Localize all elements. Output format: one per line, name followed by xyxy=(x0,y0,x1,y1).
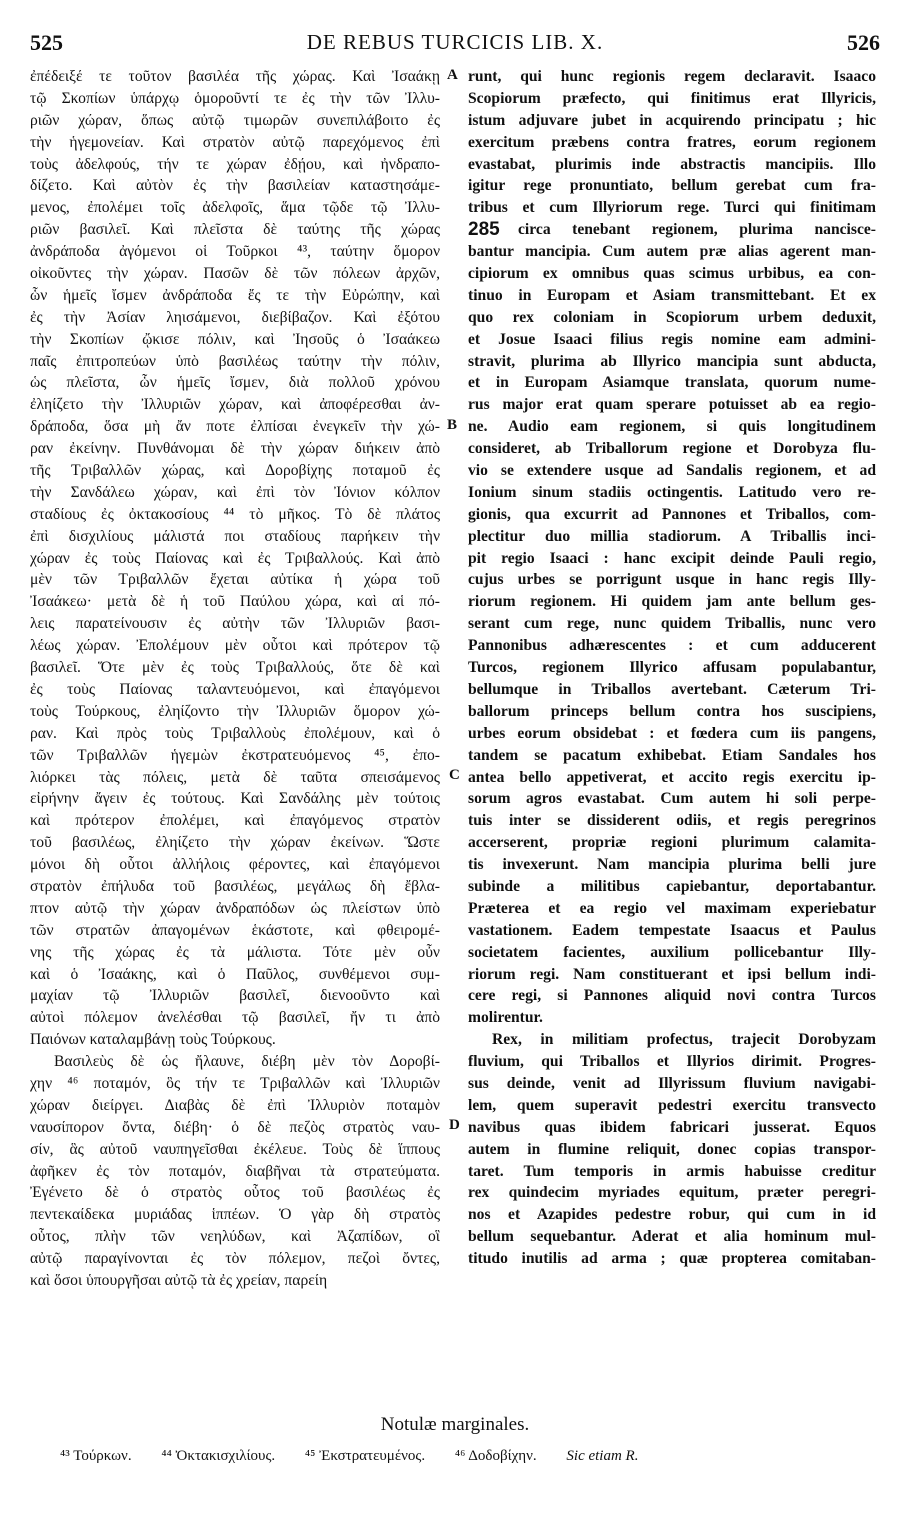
text-line: ραν. Καὶ πρὸς τοὺς Τριβαλλοὺς ἐπολέμουν, καὶ ὁ xyxy=(30,724,440,742)
text-line: μαχίαν τῷ Ἰλλυριῶν βασιλεῖ, διενοοῦντο καὶ xyxy=(30,987,440,1005)
text-line: et Josue Isaaci filius regis nomine eam admini- xyxy=(468,330,876,348)
text-line: tinuo in Europam et Asiam transmittebant. Et ex xyxy=(468,286,876,304)
text-line: cujus urbes se porrigunt usque in hanc regis Illy- xyxy=(468,571,876,589)
text-line: ἐπέδειξέ τε τοῦτον βασιλέα τῆς χώρας. Καὶ Ἰσαάκῃ xyxy=(30,68,440,85)
text-line: ἀνδράποδα ἀγόμενοι οἱ Τοῦρκοι ⁴³, ταύτην ὅμορον xyxy=(30,243,440,261)
text-line: autem in flumine reliquit, donec copias transpor- xyxy=(468,1140,876,1158)
text-line: δράποδα, ὅσα μὴ ἄν ποτε ἐλπίσαι ἐνεγκεῖν τὴν χώ- xyxy=(30,418,440,436)
margin-marker-c: C xyxy=(449,767,460,783)
text-line: λεις παρατείνουσιν ἐς αὐτὴν τῶν Ἰλλυριῶν βασι- xyxy=(30,615,440,633)
text-line: exercitum præbens contra fratres, eorum regionem xyxy=(468,133,876,151)
text-line: πεντεκαίδεκα μυριάδας ἱππέων. Ὁ γὰρ δὴ στρατὸς xyxy=(30,1206,440,1224)
text-line: αὐτοὶ πόλεμον ἀνελέσθαι τῷ βασιλεῖ, ἤν τι ἀπὸ xyxy=(30,1009,440,1027)
text-line: τὴν ἡγεμονείαν. Καὶ στρατὸν αὐτῷ παρεχόμενος ἐπὶ xyxy=(30,133,440,151)
text-line: vastationem. Eadem tempestate Isaacus et Paulus xyxy=(468,921,876,939)
text-line: καὶ ὁ Ἰσαάκης, καὶ ὁ Παῦλος, συνθέμενοι συμ- xyxy=(30,965,440,983)
text-line: καὶ ὅσοι ὑπουργῆσαι αὐτῷ τὰ ἐς χρείαν, παρείη xyxy=(30,1271,328,1289)
text-line: Βασιλεὺς δὲ ὡς ἤλαυνε, διέβη μὲν τὸν Δοροβί- xyxy=(54,1053,440,1071)
text-line: ne. Audio eam regionem, si quis longitudinem xyxy=(468,418,876,436)
text-line: bantur mancipia. Cum autem præ alias agerent man- xyxy=(468,243,876,261)
text-line: λέως χώραν. Ἐπολέμουν μὲν οὗτοι καὶ πρότερον τῷ xyxy=(30,637,440,655)
text-line: σίν, ἃς αὐτοῦ ναυπηγεῖσθαι ἐκέλευε. Τοὺς δὲ ἵππους xyxy=(30,1140,440,1158)
text-line: ναυσίπορον ὄντα, διέβη· ὁ δὲ πεζὸς στρατὸς ναυ- xyxy=(30,1118,440,1136)
text-line: ραν ἐκείνην. Πυνθάνομαι δὲ τὴν χώραν διήκειν ἀπὸ xyxy=(30,440,440,458)
note-tail: Sic etiam R. xyxy=(566,1448,639,1464)
text-line: plectitur duo millia stadiorum. A Triballis inci- xyxy=(468,527,876,545)
text-line: χώραν διείργει. Διαβὰς δὲ ἐπὶ Ἰλλυριὸν ποταμὸν xyxy=(30,1096,440,1114)
text-line: δίζετο. Καὶ αὐτὸν ἐς τὴν βασιλείαν καταστησάμε- xyxy=(30,177,440,195)
text-line: τῷ Σκοπίων ὑπάρχῳ ὁμοροῦντί τε ἐς τὴν τῶν Ἰλλυ- xyxy=(30,89,440,107)
text-line: καὶ πρότερον ἐπολέμει, καὶ ἐπαγόμενος στρατὸν xyxy=(30,812,440,830)
text-line: ὡς πλεῖστα, ὧν ἡμεῖς ἴσμεν, διὰ πολλοῦ χρόνου xyxy=(30,374,440,392)
text-line: τῶν στρατῶν ἀπαγομένων ἑκάστοτε, καὶ φθειρομέ- xyxy=(30,921,440,939)
note-item: ⁴⁴ Ὀκτακισχιλίους. xyxy=(161,1448,276,1464)
text-line: serant cum rege, nunc quidem Triballis, nunc vero xyxy=(468,615,876,633)
text-line: ριῶν χώραν, ὅπως αὐτῷ τιμωρῶν συνεπιλάβοιτο ἐς xyxy=(30,111,440,129)
text-line: ὧν ἡμεῖς ἴσμεν ἀνδράποδα ἔς τε τὴν Εὐρώπην, καὶ xyxy=(30,286,440,304)
note-item: ⁴⁵ Ἐκστρατευμένος. xyxy=(304,1448,426,1464)
text-line: bellum sequebantur. Aderat et alia hominum mul- xyxy=(468,1228,876,1246)
text-line: νης τῆς χώρας ἐς τὰ μάλιστα. Τότε μὲν οὖν xyxy=(30,943,440,961)
text-line: istum adjuvare jubet in acquirendo principatu ; hic xyxy=(468,111,876,129)
text-line: Turcos, regionem Illyrico affusam populabantur, xyxy=(468,659,876,677)
text-line: τῆς Τριβαλλῶν χώρας, καὶ Δοροβίχης ποταμοῦ ἐς xyxy=(30,462,440,480)
text-line: circa tenebant regionem, plurima nancisce- xyxy=(518,221,876,239)
text-line: lem, quem superavit pedestri exercitu transvecto xyxy=(468,1096,876,1114)
text-line: βασιλεῖ. Ὅτε μὲν ἐς τοὺς Τριβαλλούς, ὅτε δὲ καὶ xyxy=(30,659,440,677)
text-line: τοὺς Τούρκους, ἐληίζοντο τὴν Ἰλλυριῶν ὅμορον χώ- xyxy=(30,702,440,720)
text-line: Præterea et ea regio vel maximam experiebatur xyxy=(468,899,876,917)
text-line: στρατὸν ἐπήλυδα τοῦ βασιλέως, μεγάλως δὴ ἔβλα- xyxy=(30,877,440,895)
text-line: τὴν Σκοπίων ᾤκισε πόλιν, καὶ Ἰησοῦς ὁ Ἰσαάκεω xyxy=(30,330,440,348)
text-line: ἐπὶ δισχιλίους μάλιστά ποι σταδίους παρήκειν τὴν xyxy=(30,527,440,545)
text-line: Rex, in militiam profectus, trajecit Dorobyzam xyxy=(492,1031,876,1049)
margin-marker-b: B xyxy=(447,417,458,433)
text-line: fluvium, qui Triballos et Illyrios dirimit. Progres- xyxy=(468,1053,876,1071)
text-line: riorum regi. Nam constituerant et ipsi bellum indi- xyxy=(468,965,876,983)
text-line: οἰκοῦντες τὴν χώραν. Πασῶν δὲ τῶν πόλεων ἀρχῶν, xyxy=(30,265,440,283)
text-line: sorum agros evastabat. Cum autem hi soli perpe- xyxy=(468,790,876,808)
text-line: taret. Tum temporis in armis habuisse creditur xyxy=(468,1162,876,1180)
text-line: bellumque in Triballos avertebant. Cæterum Tri- xyxy=(468,680,876,698)
text-line: riorum regionem. Hi quidem jam ante bellum ges- xyxy=(468,593,876,611)
text-line: οὗτος, πλὴν τῶν νεηλύδων, καὶ Ἀζαπίδων, οἳ xyxy=(30,1228,440,1246)
note-item: ⁴⁶ Δοδοβίχην. xyxy=(454,1448,537,1464)
text-line: σταδίους ἐς ὀκτακοσίους ⁴⁴ τὸ μῆκος. Τὸ δὲ πλάτος xyxy=(30,505,440,523)
text-line: evastabat, plurimis inde abstractis mancipiis. Illo xyxy=(468,155,876,173)
text-line: urbes eorum obsidebat : et fœdera cum iis pangens, xyxy=(468,724,876,742)
text-line: μόνοι δὴ οὗτοι ἀλλήλοις φέροντες, καὶ ἐπαγόμενοι xyxy=(30,856,440,874)
text-line: gionis, qua excurrit ad Pannones et Triballos, com- xyxy=(468,505,876,523)
margin-marker-a: A xyxy=(447,67,458,83)
text-line: παῖς ἐπιτροπεύων ὑπὸ βασιλέως ταύτην τὴν πόλιν, xyxy=(30,352,440,370)
running-title: DE REBUS TURCICIS LIB. X. xyxy=(306,30,604,54)
text-line: societatem facientes, auxilium pollicebantur Illy- xyxy=(468,943,876,961)
text-line: Ἰσαάκεω· μετὰ δὲ ἡ τοῦ Παύλου χώρα, καὶ αἱ πό- xyxy=(30,593,440,611)
text-line: τὴν Σανδάλεω χώραν, καὶ ἐπὶ τὸν Ἰόνιον κόλπον xyxy=(30,483,440,501)
text-line: χην ⁴⁶ ποταμόν, ὃς τήν τε Τριβαλλῶν καὶ Ἰλλυριῶν xyxy=(30,1074,440,1092)
text-line: ἐς τοὺς Παίονας ταλαντευόμενοι, καὶ ἐπαγόμενοι xyxy=(30,680,440,698)
right-page-number: 526 xyxy=(847,30,880,55)
text-line: subinde a militibus capiebantur, deportabantur. xyxy=(468,877,876,895)
text-line: tandem se pacatum exhibebat. Etiam Sandales hos xyxy=(468,746,876,764)
page-reference-number: 285 xyxy=(468,219,500,240)
note-item: ⁴³ Τούρκων. xyxy=(60,1448,132,1464)
text-line: consideret, ab Triballorum regione et Dorobyza flu- xyxy=(468,440,876,458)
margin-marker-d: D xyxy=(449,1117,460,1133)
text-line: ἐς τὴν Ἀσίαν ληισάμενοι, διεβίβαζον. Καὶ ἐξότου xyxy=(30,308,440,326)
text-line: igitur rege pronuntiato, bellum gerebat cum fra- xyxy=(468,177,876,195)
latin-text-column xyxy=(468,66,876,1270)
text-line: Παιόνων καταλαμβάνῃ τοὺς Τούρκους. xyxy=(30,1031,276,1049)
text-line: accerserent, propriæ regioni plurimum calamita- xyxy=(468,834,876,852)
text-line: εἰρήνην ἄγειν ἐς τούτους. Καὶ Σανδάλης μὲν τούτοις xyxy=(30,790,440,808)
text-line: molirentur. xyxy=(468,1009,543,1027)
text-line: sus deinde, venit ad Illyrissum fluvium navigabi- xyxy=(468,1074,876,1092)
text-line: Ionium sinum stadiis octingentis. Latitudo vero re- xyxy=(468,483,876,501)
greek-text-column xyxy=(30,66,440,1292)
text-line: Ἐγένετο δὲ ὁ στρατὸς οὗτος τοῦ βασιλέως ἐς xyxy=(30,1184,440,1202)
text-line: navibus quas ibidem fabricari jusserat. Equos xyxy=(468,1118,876,1136)
text-line: λιόρκει τὰς πόλεις, μετὰ δὲ ταῦτα σπεισάμενος xyxy=(30,768,440,786)
text-line: titudo inutilis ad arma ; quæ propterea comitaban- xyxy=(468,1250,876,1268)
text-line: et in Europam Asiamque translata, quorum nume- xyxy=(468,374,876,392)
text-line: tis invexerunt. Nam mancipia plurima belli jure xyxy=(468,856,876,874)
page-header xyxy=(30,30,880,60)
text-line: τοὺς ἀδελφούς, τήν τε χώραν ἐδῄου, καὶ ἠνδραπο- xyxy=(30,155,440,173)
text-line: rex quindecim myriades equitum, præter peregri- xyxy=(468,1184,876,1202)
text-line: χώραν ἐς τοὺς Παίονας καὶ ἐς Τριβαλλούς. Καὶ ἀπὸ xyxy=(30,549,440,567)
text-line: quo rex coloniam in Scopiorum urbem deduxit, xyxy=(468,308,876,326)
text-line: πτον αὐτῷ τὴν χώραν ἀνδραπόδων ὡς πλείστων ὑπὸ xyxy=(30,899,440,917)
text-line: runt, qui hunc regionis regem declaravit. Isaaco xyxy=(468,68,876,85)
text-line: cere regi, si Pannones aliquid novi contra Turcos xyxy=(468,987,876,1005)
text-line: μενος, ἐπολέμει τοῖς ἀδελφοῖς, ἅμα τῷδε τῷ Ἰλλυ- xyxy=(30,199,440,217)
text-line: τῶν Τριβαλλῶν ἡγεμὼν ἐκστρατευόμενος ⁴⁵, ἐπο- xyxy=(30,746,440,764)
text-line: ballorum princeps bellum contra hos suscipiens, xyxy=(468,702,876,720)
text-line: ἀφῆκεν ἐς τὸν ποταμόν, διαβῆναι τὰ στρατεύματα. xyxy=(30,1162,440,1180)
text-line: pit regio Isaaci : hanc excipit deinde Pauli regio, xyxy=(468,549,876,567)
text-line: Pannonibus adhærescentes : et cum adducerent xyxy=(468,637,876,655)
text-line: τοῦ βασιλέως, ἐληίζετο τὴν χώραν ἐκείνων. Ὥστε xyxy=(30,834,440,852)
text-line: ριῶν βασιλεῖ. Καὶ πλεῖστα δὲ ταύτης τῆς χώρας xyxy=(30,221,440,239)
text-line: tribus et cum Illyriorum rege. Turci qui finitimam xyxy=(468,199,876,217)
text-line: vio se extendere usque ad Sandalis regionem, et ad xyxy=(468,462,876,480)
text-line: stravit, plurima ab Illyrico mancipia sunt abducta, xyxy=(468,352,876,370)
text-line: Scopiorum præfecto, qui finitimus erat Illyricis, xyxy=(468,89,876,107)
text-line: nos et Azapides pedestre robur, qui cum in id xyxy=(468,1206,876,1224)
text-line: ἐληίζετο τὴν Ἰλλυριῶν χώραν, καὶ ἀποφέρεσθαι ἀν- xyxy=(30,396,440,414)
notes-title: Notulæ marginales. xyxy=(380,1414,530,1435)
left-page-number: 525 xyxy=(30,30,63,55)
marginal-notes xyxy=(60,1448,880,1465)
text-line: tuis inter se dissiderent odiis, et regis peregrinos xyxy=(468,812,876,830)
text-line: rus major erat quam sperare potuisset ab ea regio- xyxy=(468,396,876,414)
text-line: cipiorum ex omnibus quas scimus urbibus, ea con- xyxy=(468,265,876,283)
text-line: μὲν τῶν Τριβαλλῶν ἔχεται αὐτίκα ἡ χώρα τοῦ xyxy=(30,571,440,589)
text-line: αὐτῷ παραγίνονται ἐς τὸν πόλεμον, πεζοὶ ὄντες, xyxy=(30,1250,440,1268)
text-line: antea bello appetiverat, et accito regis exercitu ip- xyxy=(468,768,876,786)
